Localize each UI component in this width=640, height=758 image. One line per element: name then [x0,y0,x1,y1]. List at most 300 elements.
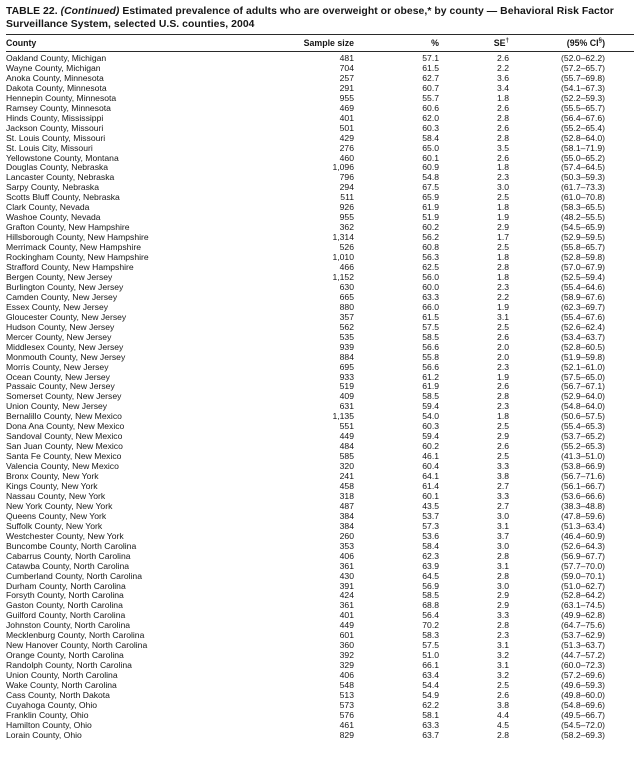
percent-cell: 58.1 [422,710,439,720]
sample-size-cell: 460 [339,153,354,163]
ci-cell: (52.6–64.3) [561,541,605,551]
table-row [6,154,634,164]
sample-size-cell: 401 [339,113,354,123]
sample-size-cell: 939 [339,342,354,352]
county-cell: Gaston County, North Carolina [6,601,123,611]
percent-cell: 62.3 [422,551,439,561]
table-row [6,482,634,492]
sample-size-cell: 469 [339,103,354,113]
percent-cell: 60.3 [422,422,439,432]
se-cell: 2.6 [497,382,509,392]
county-cell: Hamilton County, Ohio [6,720,92,730]
sample-size-cell: 241 [339,472,354,482]
percent-cell: 56.6 [422,362,439,372]
ci-cell: (53.4–63.7) [561,332,605,342]
percent-cell: 64.1 [422,472,439,482]
table-title [6,5,634,31]
sample-size-cell: 466 [339,263,354,273]
se-cell: 2.3 [497,402,509,412]
county-cell: Cabarrus County, North Carolina [6,551,131,561]
sample-size-cell: 562 [339,322,354,332]
percent-cell: 60.6 [422,103,439,113]
percent-cell: 56.4 [422,611,439,621]
sample-size-cell: 1,314 [332,233,354,243]
se-cell: 3.3 [497,491,509,501]
county-cell: Somerset County, New Jersey [6,392,122,402]
percent-cell: 59.4 [422,432,439,442]
se-cell: 2.8 [497,621,509,631]
table-title-line2: Surveillance System, selected U.S. counties, 2004 [6,19,255,30]
table-row [6,661,634,671]
sample-size-cell: 357 [339,312,354,322]
table-row [6,721,634,731]
percent-cell: 53.7 [422,511,439,521]
county-cell: Bernalillo County, New Mexico [6,412,122,422]
table-row [6,502,634,512]
table-row [6,671,634,681]
percent-cell: 66.0 [422,302,439,312]
sample-size-cell: 884 [339,352,354,362]
se-cell: 3.3 [497,611,509,621]
percent-cell: 60.7 [422,83,439,93]
table-row [6,452,634,462]
county-cell: Sarpy County, Nebraska [6,183,99,193]
ci-cell: (55.0–65.2) [561,153,605,163]
percent-cell: 54.8 [422,173,439,183]
table-number: TABLE 22. [6,6,58,17]
ci-cell: (56.7–71.6) [561,472,605,482]
ci-cell: (57.2–69.6) [561,671,605,681]
ci-cell: (56.1–66.7) [561,481,605,491]
county-cell: New Hanover County, North Carolina [6,641,148,651]
table-row [6,522,634,532]
county-cell: Hudson County, New Jersey [6,322,115,332]
se-cell: 2.0 [497,342,509,352]
county-cell: Douglas County, Nebraska [6,163,109,173]
table-row [6,382,634,392]
percent-cell: 57.5 [422,322,439,332]
table-row [6,283,634,293]
county-cell: Essex County, New Jersey [6,302,109,312]
table-row [6,631,634,641]
sample-size-cell: 631 [339,402,354,412]
se-cell: 3.0 [497,541,509,551]
county-cell: Orange County, North Carolina [6,651,124,661]
ci-cell: (56.7–67.1) [561,382,605,392]
table-row [6,263,634,273]
county-cell: Cass County, North Dakota [6,691,110,700]
percent-cell: 46.1 [422,452,439,462]
sample-size-cell: 461 [339,720,354,730]
sample-size-cell: 630 [339,282,354,292]
ci-cell: (55.8–65.7) [561,243,605,253]
se-cell: 1.9 [497,372,509,382]
county-cell: Santa Fe County, New Mexico [6,452,122,462]
percent-cell: 61.2 [422,372,439,382]
county-cell: Kings County, New York [6,481,98,491]
county-cell: Cumberland County, North Carolina [6,571,142,581]
ci-cell: (52.2–59.3) [561,93,605,103]
table-row [6,562,634,572]
sample-size-cell: 1,135 [332,412,354,422]
percent-cell: 51.9 [422,213,439,223]
county-cell: Franklin County, Ohio [6,710,89,720]
se-cell: 2.5 [497,452,509,462]
sample-size-cell: 573 [339,700,354,710]
county-cell: Randolph County, North Carolina [6,661,132,671]
sample-size-cell: 449 [339,621,354,631]
percent-cell: 58.4 [422,133,439,143]
county-cell: Hinds County, Mississippi [6,113,104,123]
sample-size-cell: 551 [339,422,354,432]
percent-cell: 62.2 [422,700,439,710]
sample-size-cell: 535 [339,332,354,342]
sample-size-cell: 458 [339,481,354,491]
sample-size-cell: 704 [339,63,354,73]
table-row [6,64,634,74]
sample-size-cell: 576 [339,710,354,720]
table-row [6,173,634,183]
percent-cell: 61.9 [422,203,439,213]
table-row [6,273,634,283]
county-cell: Johnston County, North Carolina [6,621,131,631]
se-cell: 2.9 [497,601,509,611]
table-row [6,313,634,323]
se-cell: 2.8 [497,133,509,143]
sample-size-cell: 519 [339,382,354,392]
se-cell: 2.5 [497,681,509,691]
ci-cell: (47.8–59.6) [561,511,605,521]
table-row [6,412,634,422]
county-cell: Suffolk County, New York [6,521,103,531]
ci-cell: (53.7–65.2) [561,432,605,442]
percent-cell: 58.5 [422,591,439,601]
ci-cell: (56.9–67.7) [561,551,605,561]
se-cell: 2.8 [497,392,509,402]
ci-cell: (51.3–63.7) [561,641,605,651]
percent-cell: 61.5 [422,63,439,73]
percent-cell: 57.5 [422,641,439,651]
se-cell: 3.2 [497,651,509,661]
percent-cell: 56.9 [422,581,439,591]
ci-cell: (58.3–65.5) [561,203,605,213]
percent-cell: 63.7 [422,730,439,740]
table-row [6,641,634,651]
ci-cell: (58.2–69.3) [561,730,605,740]
se-cell: 1.9 [497,302,509,312]
table-row [6,552,634,562]
county-cell: Dakota County, Minnesota [6,83,107,93]
county-cell: San Juan County, New Mexico [6,442,123,452]
sample-size-cell: 401 [339,611,354,621]
county-cell: St. Louis County, Missouri [6,133,106,143]
se-cell: 2.6 [497,153,509,163]
se-cell: 4.5 [497,720,509,730]
county-cell: Grafton County, New Hampshire [6,223,130,233]
county-cell: Mercer County, New Jersey [6,332,112,342]
se-cell: 2.8 [497,551,509,561]
table-row [6,193,634,203]
se-cell: 2.5 [497,243,509,253]
table-row [6,422,634,432]
sample-size-cell: 796 [339,173,354,183]
se-cell: 2.8 [497,571,509,581]
sample-size-cell: 406 [339,671,354,681]
percent-cell: 63.4 [422,671,439,681]
sample-size-cell: 1,010 [332,253,354,263]
se-cell: 3.1 [497,661,509,671]
se-cell: 2.8 [497,730,509,740]
percent-cell: 60.9 [422,163,439,173]
county-cell: Lorain County, Ohio [6,730,82,740]
ci-cell: (54.1–67.3) [561,83,605,93]
table-row [6,582,634,592]
ci-cell: (44.7–57.2) [561,651,605,661]
percent-cell: 63.3 [422,720,439,730]
sample-size-cell: 294 [339,183,354,193]
percent-cell: 58.3 [422,631,439,641]
table-row [6,611,634,621]
se-cell: 3.8 [497,700,509,710]
sample-size-cell: 329 [339,661,354,671]
ci-cell: (55.2–65.4) [561,123,605,133]
ci-cell: (49.9–62.8) [561,611,605,621]
ci-cell: (52.1–61.0) [561,362,605,372]
sample-size-cell: 361 [339,601,354,611]
sample-size-cell: 320 [339,462,354,472]
col-header-county: County [6,35,276,52]
percent-cell: 60.4 [422,462,439,472]
se-cell: 3.7 [497,531,509,541]
sample-size-cell: 409 [339,392,354,402]
ci-cell: (53.7–62.9) [561,631,605,641]
percent-cell: 57.1 [422,53,439,63]
ci-cell: (58.1–71.9) [561,143,605,153]
county-cell: Morris County, New Jersey [6,362,109,372]
col-header-percent: % [354,35,439,52]
table-continued-marker: (Continued) [60,6,120,17]
county-cell: Passaic County, New Jersey [6,382,115,392]
sample-size-cell: 601 [339,631,354,641]
table-row [6,392,634,402]
county-cell: Bronx County, New York [6,472,99,482]
table-row [6,293,634,303]
percent-cell: 55.7 [422,93,439,103]
sample-size-cell: 257 [339,73,354,83]
percent-cell: 58.5 [422,332,439,342]
ci-cell: (52.5–59.4) [561,272,605,282]
table-row [6,243,634,253]
se-cell: 2.9 [497,432,509,442]
se-cell: 2.8 [497,113,509,123]
sample-size-cell: 391 [339,581,354,591]
county-cell: Gloucester County, New Jersey [6,312,127,322]
county-cell: Washoe County, Nevada [6,213,101,223]
percent-cell: 60.1 [422,153,439,163]
se-cell: 2.6 [497,123,509,133]
table-row [6,163,634,173]
sample-size-cell: 585 [339,452,354,462]
sample-size-cell: 926 [339,203,354,213]
ci-cell: (63.1–74.5) [561,601,605,611]
ci-cell: (49.6–59.3) [561,681,605,691]
table-row [6,343,634,353]
ci-cell: (61.0–70.8) [561,193,605,203]
sample-size-cell: 933 [339,372,354,382]
county-cell: Queens County, New York [6,511,107,521]
se-cell: 3.0 [497,183,509,193]
section-footnote-symbol: § [598,37,603,45]
se-cell: 3.2 [497,671,509,681]
percent-cell: 60.2 [422,442,439,452]
county-cell: Lancaster County, Nebraska [6,173,115,183]
ci-cell: (52.8–64.0) [561,133,605,143]
county-cell: Buncombe County, North Carolina [6,541,137,551]
se-cell: 2.6 [497,442,509,452]
ci-cell: (49.5–66.7) [561,710,605,720]
ci-cell: (64.7–75.6) [561,621,605,631]
se-cell: 1.8 [497,203,509,213]
ci-cell: (58.9–67.6) [561,292,605,302]
table-row [6,591,634,601]
county-cell: Wayne County, Michigan [6,63,101,73]
sample-size-cell: 511 [340,193,354,203]
table-row [6,253,634,263]
se-cell: 3.8 [497,472,509,482]
county-cell: Scotts Bluff County, Nebraska [6,193,120,203]
se-cell: 3.6 [497,73,509,83]
percent-cell: 60.1 [422,491,439,501]
percent-cell: 60.3 [422,123,439,133]
table-row [6,701,634,711]
percent-cell: 54.9 [422,691,439,700]
table-row [6,74,634,84]
sample-size-cell: 392 [339,651,354,661]
sample-size-cell: 1,152 [332,272,354,282]
percent-cell: 56.3 [422,253,439,263]
ci-cell: (57.5–65.0) [561,372,605,382]
table-header-row [6,35,634,52]
ci-cell: (41.3–51.0) [561,452,605,462]
table-row [6,402,634,412]
sample-size-cell: 513 [339,691,354,700]
ci-cell: (51.0–62.7) [561,581,605,591]
county-cell: Hennepin County, Minnesota [6,93,117,103]
ci-cell: (52.0–62.2) [561,53,605,63]
se-cell: 2.3 [497,173,509,183]
sample-size-cell: 829 [339,730,354,740]
percent-cell: 54.0 [422,412,439,422]
sample-size-cell: 260 [339,531,354,541]
county-cell: Strafford County, New Hampshire [6,263,134,273]
ci-cell: (62.3–69.7) [561,302,605,312]
se-cell: 2.6 [497,103,509,113]
table-title-line1: Estimated prevalence of adults who are overweight or obese,* by county — Behavioral Risk Factor [122,6,614,17]
se-cell: 2.3 [497,631,509,641]
percent-cell: 61.5 [422,312,439,322]
sample-size-cell: 384 [339,521,354,531]
county-cell: Hillsborough County, New Hampshire [6,233,149,243]
sample-size-cell: 318 [339,491,354,501]
county-cell: Monmouth County, New Jersey [6,352,126,362]
table-row [6,373,634,383]
se-cell: 3.1 [497,312,509,322]
percent-cell: 63.9 [422,561,439,571]
percent-cell: 67.5 [422,183,439,193]
table-row [6,84,634,94]
percent-cell: 62.0 [422,113,439,123]
ci-cell: (55.2–65.3) [561,442,605,452]
table-row [6,492,634,502]
se-cell: 1.8 [497,412,509,422]
table-row [6,203,634,213]
ci-cell: (55.5–65.7) [561,103,605,113]
table-row [6,114,634,124]
sample-size-cell: 955 [339,213,354,223]
sample-size-cell: 484 [339,442,354,452]
county-cell: Merrimack County, New Hampshire [6,243,141,253]
ci-cell: (53.6–66.6) [561,491,605,501]
sample-size-cell: 424 [339,591,354,601]
table-row [6,442,634,452]
percent-cell: 59.4 [422,402,439,412]
sample-size-cell: 361 [339,561,354,571]
table-row [6,681,634,691]
table-row [6,233,634,243]
table-row [6,462,634,472]
table-row [6,94,634,104]
se-cell: 3.1 [497,561,509,571]
county-cell: Forsyth County, North Carolina [6,591,124,601]
sample-size-cell: 695 [339,362,354,372]
county-cell: Burlington County, New Jersey [6,282,124,292]
percent-cell: 65.9 [422,193,439,203]
ci-cell: (46.4–60.9) [561,531,605,541]
sample-size-cell: 384 [339,511,354,521]
table-row [6,512,634,522]
col-header-ci: (95% CI§) [509,35,634,52]
sample-size-cell: 406 [339,551,354,561]
table-row [6,223,634,233]
sample-size-cell: 501 [339,123,354,133]
se-cell: 2.9 [497,591,509,601]
prevalence-table [6,34,634,741]
ci-cell: (55.4–65.3) [561,422,605,432]
se-cell: 3.3 [497,462,509,472]
se-cell: 2.6 [497,53,509,63]
percent-cell: 70.2 [422,621,439,631]
table-row [6,711,634,721]
table-row [6,213,634,223]
county-cell: Clark County, Nevada [6,203,90,213]
se-cell: 2.2 [497,63,509,73]
percent-cell: 61.4 [422,481,439,491]
ci-cell: (48.2–55.5) [561,213,605,223]
ci-cell: (54.5–72.0) [561,720,605,730]
percent-cell: 56.6 [422,342,439,352]
ci-cell: (54.8–64.0) [561,402,605,412]
percent-cell: 66.1 [422,661,439,671]
ci-cell: (52.9–64.0) [561,392,605,402]
sample-size-cell: 880 [339,302,354,312]
se-cell: 3.0 [497,581,509,591]
table-row [6,183,634,193]
ci-cell: (52.8–60.5) [561,342,605,352]
se-cell: 2.2 [497,292,509,302]
se-cell: 1.8 [497,253,509,263]
se-cell: 2.6 [497,332,509,342]
table-row [6,621,634,631]
